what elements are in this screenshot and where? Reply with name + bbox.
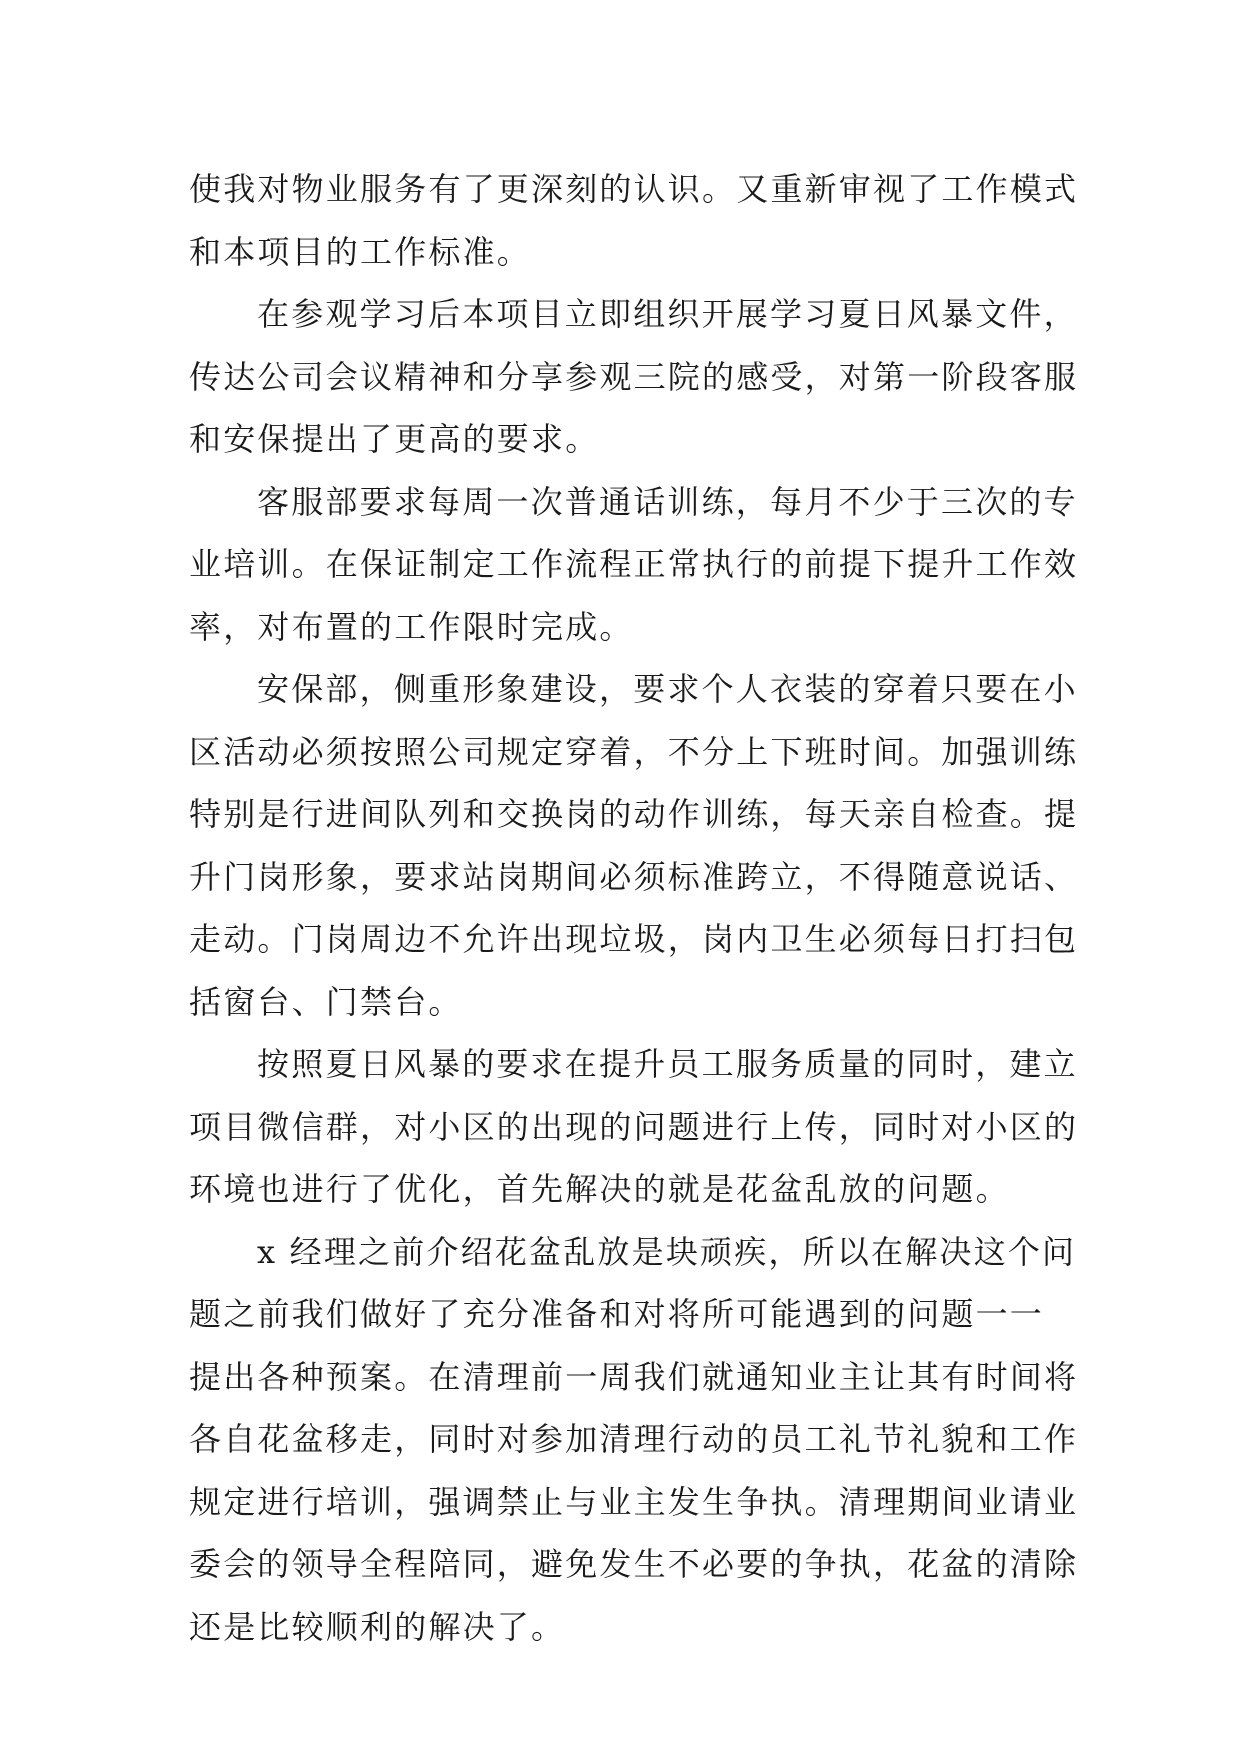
text-line: 使我对物业服务有了更深刻的认识。又重新审视了工作模式: [189, 170, 1079, 208]
text-line: 项目微信群，对小区的出现的问题进行上传，同时对小区的: [189, 1107, 1079, 1146]
text-line: 括窗台、门禁台。: [189, 982, 463, 1021]
text-line: 安保部，侧重形象建设，要求个人衣装的穿着只要在小: [257, 670, 1078, 708]
text-line: 各自花盆移走，同时对参加清理行动的员工礼节礼貌和工作: [189, 1420, 1079, 1458]
text-line: 还是比较顺利的解决了。: [189, 1607, 566, 1646]
text-line: 区活动必须按照公司规定穿着，不分上下班时间。加强训练: [189, 732, 1079, 771]
text-line: x 经理之前介绍花盆乱放是块顽疾，所以在解决这个问: [257, 1232, 1077, 1271]
text-line: 题之前我们做好了充分准备和对将所可能遇到的问题一一: [189, 1295, 1045, 1333]
text-line: 提出各种预案。在清理前一周我们就通知业主让其有时间将: [189, 1357, 1079, 1396]
text-line: 和本项目的工作标准。: [189, 232, 532, 271]
text-line: 传达公司会议精神和分享参观三院的感受，对第一阶段客服: [189, 357, 1079, 396]
text-line: 环境也进行了优化，首先解决的就是花盆乱放的问题。: [189, 1170, 1010, 1208]
text-line: 走动。门岗周边不允许出现垃圾，岗内卫生必须每日打扫包: [189, 920, 1079, 958]
text-line: 特别是行进间队列和交换岗的动作训练，每天亲自检查。提: [189, 795, 1079, 833]
text-line: 客服部要求每周一次普通话训练，每月不少于三次的专: [257, 482, 1078, 521]
text-line: 规定进行培训，强调禁止与业主发生争执。清理期间业请业: [189, 1482, 1079, 1521]
body-text: [189, 158, 1079, 1658]
text-line: 业培训。在保证制定工作流程正常执行的前提下提升工作效: [189, 545, 1079, 583]
text-line: 在参观学习后本项目立即组织开展学习夏日风暴文件，: [257, 295, 1078, 333]
text-line: 升门岗形象，要求站岗期间必须标准跨立，不得随意说话、: [189, 857, 1079, 896]
text-line: 委会的领导全程陪同，避免发生不必要的争执，花盆的清除: [189, 1545, 1079, 1583]
text-line: 率，对布置的工作限时完成。: [189, 607, 634, 646]
text-line: 按照夏日风暴的要求在提升员工服务质量的同时，建立: [257, 1045, 1078, 1083]
text-line: 和安保提出了更高的要求。: [189, 420, 600, 458]
